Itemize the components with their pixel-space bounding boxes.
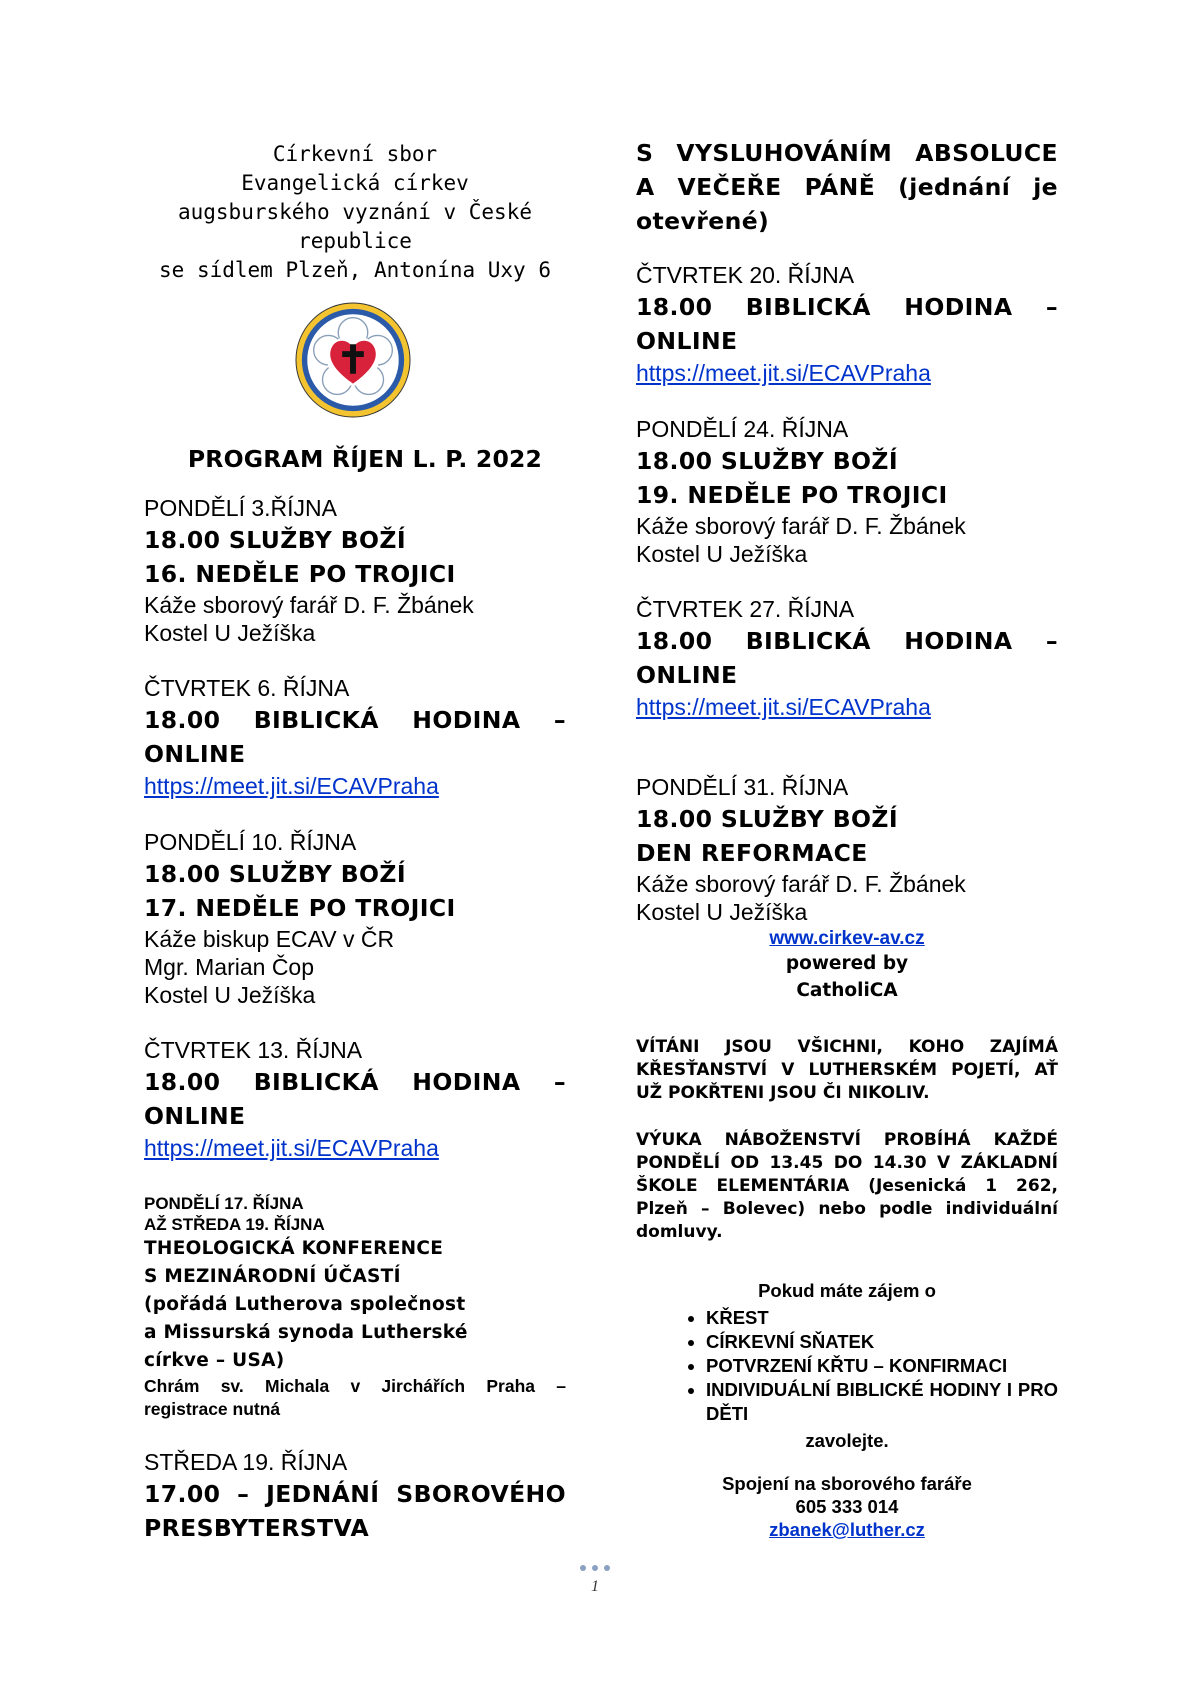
event-occasion: 17. NEDĚLE PO TROJICI — [144, 894, 456, 922]
luther-rose-emblem — [294, 301, 412, 419]
event-item — [636, 260, 1058, 388]
religion-line: VÝUKA NÁBOŽENSTVÍ PROBÍHÁ KAŽDÉ — [636, 1130, 1058, 1150]
religion-line: PONDĚLÍ OD 13.45 DO 14.30 V ZÁKLADNÍ — [636, 1153, 1058, 1173]
event-item — [144, 1035, 566, 1163]
event-service: 18.00 BIBLICKÁ HODINA – — [144, 1068, 566, 1096]
event-continuation-line: A VEČEŘE PÁNĚ (jednání je — [636, 173, 1058, 201]
event-service: 18.00 SLUŽBY BOŽÍ — [144, 526, 406, 554]
meeting-link[interactable]: https://meet.jit.si/ECAVPraha — [636, 694, 931, 720]
website-block — [636, 928, 1058, 1004]
meeting-link[interactable]: https://meet.jit.si/ECAVPraha — [144, 1135, 439, 1161]
event-place: Kostel U Ježíška — [144, 982, 316, 1008]
conference-organizer: (pořádá Lutherova společnost — [144, 1294, 466, 1315]
event-occasion: DEN REFORMACE — [636, 839, 868, 867]
welcome-notice — [636, 1036, 1058, 1105]
org-line: augsburského vyznání v České — [177, 200, 532, 224]
event-meeting: 17.00 – JEDNÁNÍ SBOROVÉHO — [144, 1480, 566, 1508]
event-item — [144, 1447, 566, 1545]
event-mode: ONLINE — [636, 327, 738, 355]
contact-email-link[interactable]: zbanek@luther.cz — [769, 1519, 925, 1540]
event-day: ČTVRTEK 27. ŘÍJNA — [636, 596, 855, 622]
event-day: STŘEDA 19. ŘÍJNA — [144, 1449, 348, 1475]
service-item: • POTVRZENÍ KŘTU – KONFIRMACI — [706, 1354, 1058, 1378]
event-item — [636, 414, 1058, 568]
event-item — [144, 673, 566, 801]
dot-icon — [604, 1565, 610, 1571]
event-preacher: Káže biskup ECAV v ČR — [144, 926, 395, 952]
dot-icon — [592, 1565, 598, 1571]
event-place: Kostel U Ježíška — [144, 620, 316, 646]
event-preacher: Káže sborový farář D. F. Žbánek — [636, 513, 966, 539]
org-line: Evangelická církev — [241, 171, 469, 195]
conference-event — [144, 1193, 566, 1421]
event-continuation — [636, 136, 1058, 238]
interest-title: Pokud máte zájem o — [758, 1280, 936, 1301]
event-continuation-line: S VYSLUHOVÁNÍM ABSOLUCE — [636, 139, 1058, 167]
event-preacher: Káže sborový farář D. F. Žbánek — [636, 871, 966, 897]
event-place: Kostel U Ježíška — [636, 899, 808, 925]
event-day: PONDĚLÍ 3.ŘÍJNA — [144, 495, 337, 521]
website-wrapper — [636, 928, 1058, 950]
event-item — [636, 594, 1058, 722]
event-day-end: AŽ STŘEDA 19. ŘÍJNA — [144, 1215, 325, 1234]
event-place: Kostel U Ježíška — [636, 541, 808, 567]
footer-dots-icon — [580, 1565, 610, 1571]
meeting-link[interactable]: https://meet.jit.si/ECAVPraha — [636, 360, 931, 386]
organization-header — [132, 140, 578, 285]
religion-line: ŠKOLE ELEMENTÁRIA (Jesenická 1 262, — [636, 1176, 1058, 1196]
event-continuation-line: otevřené) — [636, 207, 770, 235]
org-line: Církevní sbor — [272, 142, 438, 166]
conference-place: Chrám sv. Michala v Jirchářích Praha – — [144, 1376, 566, 1396]
event-day: PONDĚLÍ 24. ŘÍJNA — [636, 416, 849, 442]
page-footer — [0, 1558, 1190, 1596]
event-day: ČTVRTEK 6. ŘÍJNA — [144, 675, 350, 701]
contact-email-wrapper — [636, 1518, 1058, 1541]
event-service: 18.00 BIBLICKÁ HODINA – — [144, 706, 566, 734]
dot-icon — [580, 1565, 586, 1571]
left-column — [144, 140, 566, 1545]
service-item: • INDIVIDUÁLNÍ BIBLICKÉ HODINY I PRO DĚTI — [706, 1378, 1058, 1426]
welcome-line: UŽ POKŘTENI JSOU ČI NIKOLIV. — [636, 1083, 930, 1103]
event-day: ČTVRTEK 20. ŘÍJNA — [636, 262, 855, 288]
call-to-action: zavolejte. — [805, 1430, 889, 1451]
event-mode: ONLINE — [144, 1102, 246, 1130]
event-occasion: 19. NEDĚLE PO TROJICI — [636, 481, 948, 509]
event-service: 18.00 SLUŽBY BOŽÍ — [144, 860, 406, 888]
event-meeting: PRESBYTERSTVA — [144, 1514, 370, 1542]
powered-by-name: CatholiCA — [796, 980, 898, 1001]
event-preacher-name: Mgr. Marian Čop — [144, 954, 315, 980]
welcome-line: KŘESŤANSTVÍ V LUTHERSKÉM POJETÍ, AŤ — [636, 1060, 1058, 1080]
conference-note: registrace nutná — [144, 1399, 281, 1419]
website-link[interactable]: www.cirkev-av.cz — [769, 928, 925, 949]
contact-title: Spojení na sborového faráře — [722, 1473, 972, 1494]
religion-line: domluvy. — [636, 1222, 723, 1242]
page-number: 1 — [591, 1578, 599, 1595]
event-occasion: 16. NEDĚLE PO TROJICI — [144, 560, 456, 588]
service-item: • KŘEST — [706, 1306, 1058, 1330]
event-item — [636, 772, 1058, 926]
event-service: 18.00 SLUŽBY BOŽÍ — [636, 447, 898, 475]
event-mode: ONLINE — [144, 740, 246, 768]
event-day: PONDĚLÍ 17. ŘÍJNA — [144, 1194, 304, 1213]
event-day: PONDĚLÍ 31. ŘÍJNA — [636, 774, 849, 800]
religion-line: Plzeň – Bolevec) nebo podle individuální — [636, 1199, 1058, 1219]
meeting-link[interactable]: https://meet.jit.si/ECAVPraha — [144, 773, 439, 799]
event-item — [144, 827, 566, 1009]
event-day: ČTVRTEK 13. ŘÍJNA — [144, 1037, 363, 1063]
powered-by-label: powered by — [785, 953, 909, 974]
event-preacher: Káže sborový farář D. F. Žbánek — [144, 592, 474, 618]
conference-title: THEOLOGICKÁ KONFERENCE — [144, 1238, 444, 1259]
org-line: se sídlem Plzeň, Antonína Uxy 6 — [159, 258, 551, 282]
religion-class-notice — [636, 1129, 1058, 1244]
event-day: PONDĚLÍ 10. ŘÍJNA — [144, 829, 357, 855]
conference-subtitle: S MEZINÁRODNÍ ÚČASTÍ — [144, 1266, 401, 1287]
event-mode: ONLINE — [636, 661, 738, 689]
org-line: republice — [298, 229, 412, 253]
event-item — [144, 493, 566, 647]
program-title: PROGRAM ŘÍJEN L. P. 2022 — [187, 445, 543, 473]
right-column — [636, 140, 1058, 1541]
event-service: 18.00 BIBLICKÁ HODINA – — [636, 293, 1058, 321]
contact-block — [636, 1472, 1058, 1541]
conference-organizer: církve – USA) — [144, 1350, 285, 1371]
service-item: • CÍRKEVNÍ SŇATEK — [706, 1330, 1058, 1354]
event-service: 18.00 SLUŽBY BOŽÍ — [636, 805, 898, 833]
conference-organizer: a Missurská synoda Lutherské — [144, 1322, 468, 1343]
event-service: 18.00 BIBLICKÁ HODINA – — [636, 627, 1058, 655]
contact-phone: 605 333 014 — [795, 1496, 899, 1517]
services-list — [636, 1306, 1058, 1426]
welcome-line: VÍTÁNI JSOU VŠICHNI, KOHO ZAJÍMÁ — [636, 1037, 1058, 1057]
